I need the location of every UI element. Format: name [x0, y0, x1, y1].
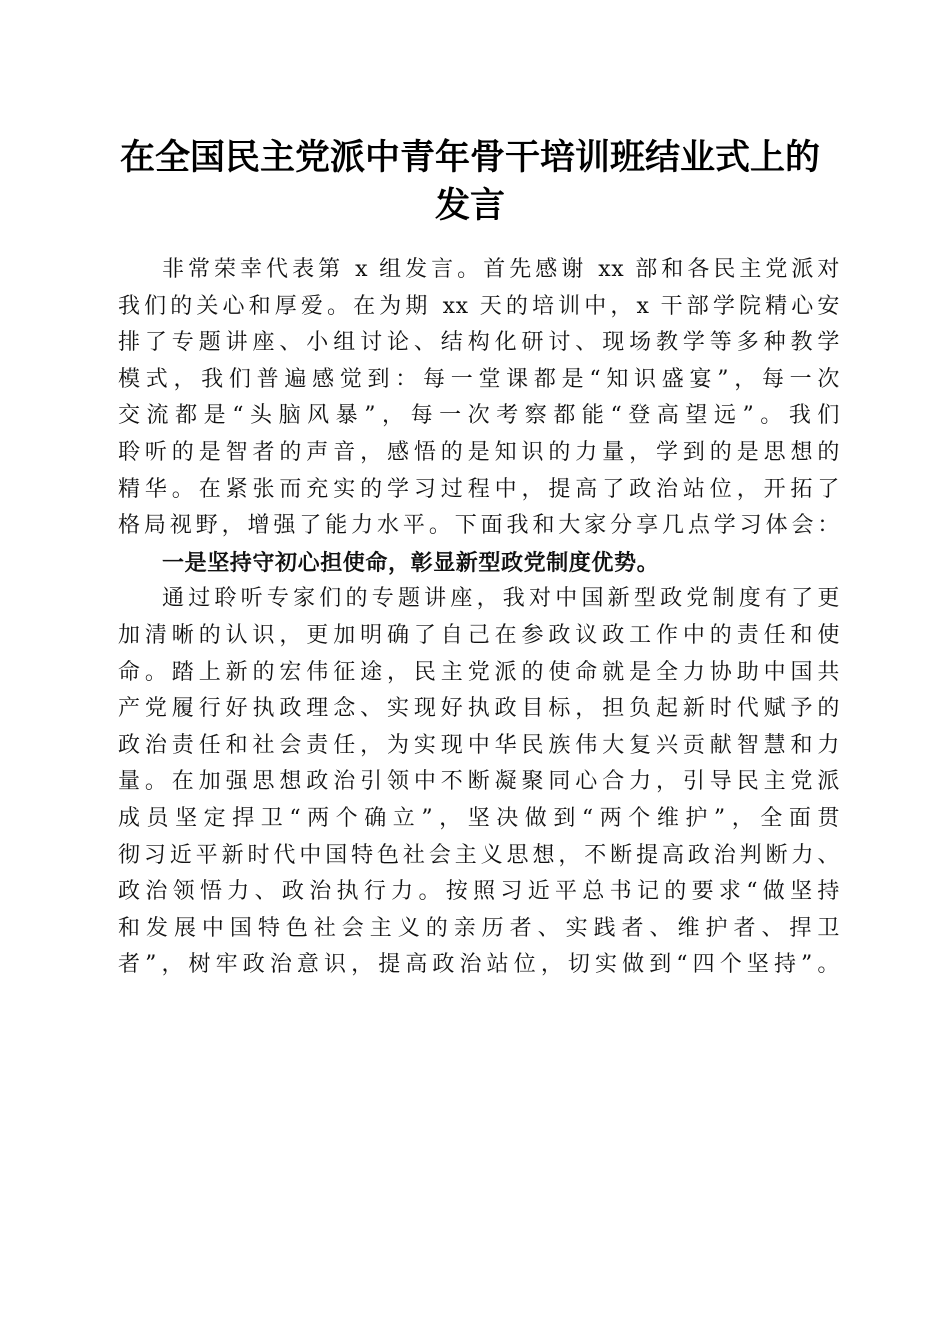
section-heading — [118, 545, 840, 582]
title-line: 发言 — [434, 185, 505, 226]
text-line: 通过聆听专家们的专题讲座，我对中国新型政党制度有了更 — [162, 586, 840, 612]
text-line: 者”，树牢政治意识，提高政治站位，切实做到“四个坚持”。 — [118, 952, 840, 978]
text-line: 彻习近平新时代中国特色社会主义思想，不断提高政治判断力、 — [118, 842, 840, 868]
text-line: 排了专题讲座、小组讨论、结构化研讨、现场教学等多种教学 — [118, 330, 840, 356]
title-line: 在全国民主党派中青年骨干培训班结业式上的 — [119, 137, 820, 178]
text-line: 量。在加强思想政治引领中不断凝聚同心合力，引导民主党派 — [118, 769, 840, 795]
paragraph-section-one — [118, 581, 840, 984]
text-line: 命。踏上新的宏伟征途，民主党派的使命就是全力协助中国共 — [118, 659, 840, 685]
document-body — [118, 252, 840, 984]
document-title — [100, 134, 840, 230]
text-line: 交流都是“头脑风暴”，每一次考察都能“登高望远”。我们 — [118, 403, 840, 429]
text-line: 加清晰的认识，更加明确了自己在参政议政工作中的责任和使 — [118, 622, 840, 648]
text-line: 模式，我们普遍感觉到：每一堂课都是“知识盛宴”，每一次 — [118, 366, 840, 392]
text-line: 政治责任和社会责任，为实现中华民族伟大复兴贡献智慧和力 — [118, 732, 840, 758]
heading-line: 一是坚持守初心担使命，彰显新型政党制度优势。 — [162, 549, 660, 576]
text-line: 我们的关心和厚爱。在为期 xx 天的培训中，x 干部学院精心安 — [118, 293, 840, 319]
text-line: 产党履行好执政理念、实现好执政目标，担负起新时代赋予的 — [118, 696, 840, 722]
text-line: 聆听的是智者的声音，感悟的是知识的力量，学到的是思想的 — [118, 439, 840, 465]
paragraph-intro — [118, 252, 840, 545]
text-line: 成员坚定捍卫“两个确立”，坚决做到“两个维护”，全面贯 — [118, 805, 840, 831]
text-line: 非常荣幸代表第 x 组发言。首先感谢 xx 部和各民主党派对 — [162, 257, 840, 282]
text-line: 和发展中国特色社会主义的亲历者、实践者、维护者、捍卫 — [118, 915, 840, 941]
text-line: 格局视野，增强了能力水平。下面我和大家分享几点学习体会： — [118, 513, 840, 539]
text-line: 政治领悟力、政治执行力。按照习近平总书记的要求“做坚持 — [118, 879, 840, 905]
text-line: 精华。在紧张而充实的学习过程中，提高了政治站位，开拓了 — [118, 476, 840, 502]
